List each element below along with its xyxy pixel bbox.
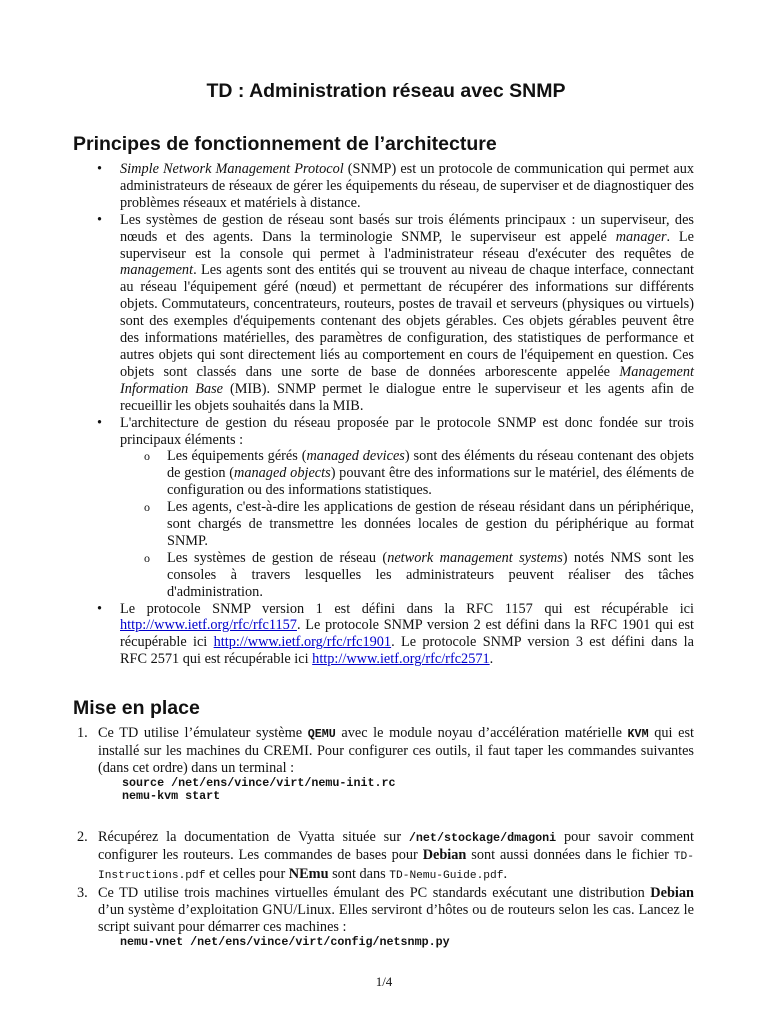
command-line: source /net/ens/vince/virt/nemu-init.rc <box>122 775 396 790</box>
step-number: 1. <box>77 725 88 742</box>
management-term: management <box>120 262 194 279</box>
step-text <box>98 885 694 936</box>
step-text-part: Ce TD utilise l’émulateur système <box>98 725 308 742</box>
section-heading-principes: Principes de fonctionnement de l’architecture <box>73 133 497 155</box>
step-2 <box>77 829 694 885</box>
command-block <box>98 777 694 803</box>
command-block <box>98 936 694 949</box>
step-number: 2. <box>77 829 88 846</box>
step-text-part: et celles pour <box>205 866 289 883</box>
step-text-part: . <box>503 866 508 883</box>
rfc1901-link[interactable]: http://www.ietf.org/rfc/rfc1901 <box>213 634 392 651</box>
step-text-part: Ce TD utilise trois machines virtuelles émulant des PC standards exécutant une distribution <box>98 885 651 902</box>
debian-bold: Debian <box>650 885 694 902</box>
sub-text: Les équipements gérés ( <box>167 448 307 465</box>
step-text-part: avec le module noyau d’accélération matérielle <box>335 725 628 742</box>
step-text-part: qui est installé sur les machines du CREMI. Pour configurer ces outils, il faut taper les commandes suivantes (dans cet ordre) dans un terminal : <box>98 725 694 776</box>
command-line: nemu-kvm start <box>122 789 221 804</box>
sub-item-managed-devices <box>167 448 694 499</box>
sub-item-nms <box>167 550 694 601</box>
bullet-management-systems <box>120 212 694 415</box>
path-code: /net/stockage/dmagoni <box>408 831 557 846</box>
sub-item-agents <box>167 499 694 550</box>
bullet-rfc-versions <box>120 601 694 669</box>
manager-term: manager <box>615 228 667 245</box>
step-text <box>98 829 694 885</box>
step-text-part: d’un système d’exploitation GNU/Linux. Elles serviront d’hôtes ou de routeurs selon les cas. Lancez le script suivant pour démarrer ces machines : <box>98 901 694 935</box>
document-title: TD : Administration réseau avec SNMP <box>206 80 566 102</box>
rfc1157-link[interactable]: http://www.ietf.org/rfc/rfc1157 <box>120 617 297 634</box>
step-text-part: sont dans <box>328 866 390 883</box>
sub-text: ) notés NMS sont les consoles à travers lesquelles les administrateurs peuvent réaliser des tâches d'administration. <box>167 549 694 600</box>
sub-text: Les systèmes de gestion de réseau ( <box>167 549 388 566</box>
bullet-text: (MIB). SNMP permet le dialogue entre le superviseur et les agents afin de recueillir les objets souhaités dans la MIB. <box>120 380 694 414</box>
kvm-code: KVM <box>627 727 649 742</box>
instructions-file: TD-Instructions.pdf <box>98 851 694 883</box>
bullet-text: . Le protocole SNMP version 3 est défini dans la RFC 2571 qui est récupérable ici <box>120 634 695 668</box>
debian-bold: Debian <box>422 847 467 864</box>
bullet-text: Les systèmes de gestion de réseau sont basés sur trois éléments principaux : un superviseur, des nœuds et des agents. Dans la terminologie SNMP, le superviseur est appelé <box>120 211 694 245</box>
step-3 <box>77 885 694 949</box>
qemu-code: QEMU <box>307 727 336 742</box>
managed-objects-term: managed objects <box>234 465 331 482</box>
section-heading-mise-en-place: Mise en place <box>73 697 200 720</box>
bullet-text: . Le protocole SNMP version 2 est défini dans la RFC 1901 qui est récupérable ici <box>120 617 694 651</box>
architecture-sublist <box>120 448 694 600</box>
command-line: nemu-vnet /net/ens/vince/virt/config/netsnmp.py <box>120 934 450 949</box>
step-text-part: sont aussi données dans le fichier <box>466 847 674 864</box>
sub-text: ) pouvant être des informations sur le matériel, des éléments de configuration ou des informations statistiques. <box>167 465 694 499</box>
bullet-text: Le protocole SNMP version 1 est défini dans la RFC 1157 qui est récupérable ici <box>120 600 694 617</box>
rfc2571-link[interactable]: http://www.ietf.org/rfc/rfc2571 <box>312 651 490 668</box>
step-text-part: pour savoir comment configurer les routeurs. Les commandes de bases pour <box>98 829 694 864</box>
mib-term: Management Information Base <box>120 363 694 397</box>
document-page <box>73 80 695 949</box>
bullet-snmp-definition <box>120 161 694 212</box>
bullet-text: . <box>489 651 494 668</box>
bullet-text: . Les agents sont des entités qui se trouvent au niveau de chaque interface, connectant au réseau l'équipement géré (nœud) et permettant de récupérer des informations sur différents objets. Commutateurs, concentrateurs, routeurs, postes de travail et serveurs (physiques ou virtuels) sont des exemples d'équipements contenant des objets gérables. Ces objets gérables peuvent être des informations matérielles, des paramètres de configuration, des statistiques de performance et autres objets qui sont directement liés au comportement en cours de l'équipement en question. Ces objets sont classés dans une sorte de base de données arborescente appelée <box>120 262 694 380</box>
nemu-guide-file: TD-Nemu-Guide.pdf <box>389 870 504 883</box>
page-number: 1/4 <box>375 974 393 989</box>
step-number: 3. <box>77 885 88 902</box>
step-text <box>98 725 694 777</box>
setup-steps <box>78 725 694 949</box>
sub-text: Les agents, c'est-à-dire les applications de gestion de réseau résidant dans un périphérique, sont chargés de transmettre les données locales de gestion du périphérique au format SNMP. <box>167 499 694 549</box>
nemu-bold: NEmu <box>288 866 329 883</box>
step-1 <box>77 725 694 804</box>
step-text-part: Récupérez la documentation de Vyatta située sur <box>98 829 409 846</box>
nms-term: network management systems <box>387 549 563 566</box>
bullet-text: . Le superviseur est la console qui permet à l'administrateur réseau d'exécuter des requêtes de <box>120 228 695 262</box>
bullet-architecture <box>120 415 694 601</box>
sub-text: ) sont des éléments du réseau contenant des objets de gestion ( <box>167 448 694 482</box>
bullet-text: L'architecture de gestion du réseau proposée par le protocole SNMP est donc fondée sur trois principaux éléments : <box>120 414 694 448</box>
snmp-term: Simple Network Management Protocol <box>120 161 344 177</box>
principles-list <box>78 161 694 668</box>
managed-devices-term: managed devices <box>306 448 405 465</box>
bullet-text: (SNMP) est un protocole de communication qui permet aux administrateurs de réseaux de gérer les équipements du réseau, de superviser et de diagnostiquer des problèmes réseaux et matériels à distance. <box>120 161 694 211</box>
